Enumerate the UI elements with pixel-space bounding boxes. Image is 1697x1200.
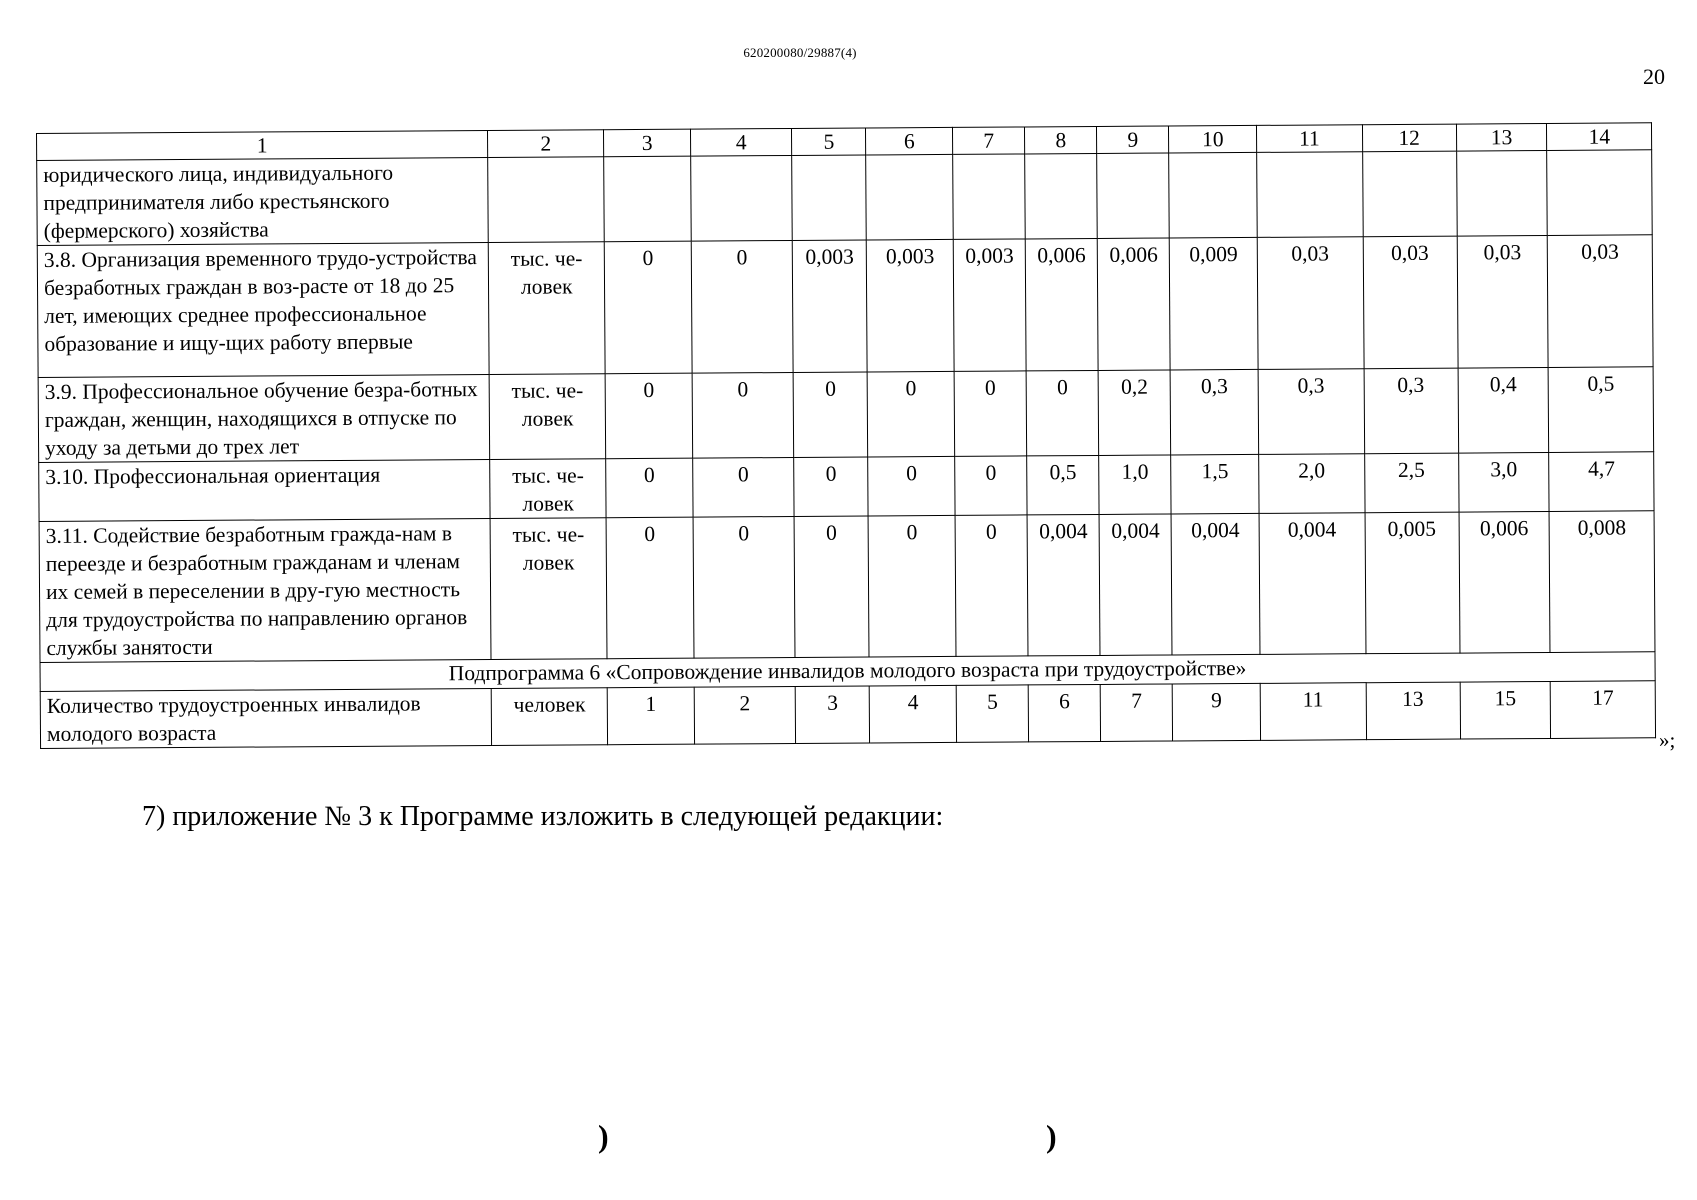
value-cell: 0,03	[1457, 235, 1549, 368]
value-cell	[1169, 152, 1257, 238]
value-cell: 1	[607, 687, 694, 745]
indicator-name-cell: юридического лица, индивидуального предпринимателя либо крестьянского (фермерского) хозяйства	[37, 158, 489, 246]
value-cell: 0,3	[1258, 369, 1364, 455]
value-cell: 3	[795, 686, 870, 743]
value-cell	[604, 156, 691, 242]
value-cell: 0	[793, 372, 868, 457]
value-cell: 0,009	[1170, 237, 1259, 370]
column-number-cell: 11	[1257, 125, 1363, 153]
value-cell: 0	[868, 456, 955, 516]
column-number-cell: 6	[866, 127, 953, 155]
value-cell: 11	[1260, 683, 1366, 741]
unit-cell	[488, 157, 605, 243]
column-number-cell: 4	[690, 128, 792, 156]
column-number-cell: 3	[604, 129, 691, 157]
value-cell: 0,03	[1363, 236, 1458, 369]
value-cell: 0,005	[1365, 512, 1460, 654]
value-cell	[1362, 151, 1457, 237]
subprogram-title: Подпрограмма 6 «Сопровождение инвалидов молодого возраста при трудоустройстве»	[40, 652, 1655, 692]
value-cell: 0,03	[1548, 235, 1653, 368]
value-cell: 0,004	[1259, 513, 1365, 655]
value-cell: 0	[691, 240, 793, 373]
column-number-cell: 1	[37, 131, 488, 161]
value-cell	[1097, 153, 1170, 238]
value-cell: 0	[693, 457, 795, 517]
closing-quote-mark: »;	[1659, 728, 1676, 752]
value-cell: 4,7	[1549, 452, 1654, 512]
value-cell: 0,3	[1170, 369, 1258, 455]
value-cell: 0,006	[1459, 511, 1551, 653]
table-row	[37, 150, 1653, 246]
value-cell: 0,2	[1098, 370, 1171, 455]
value-cell: 9	[1173, 683, 1261, 741]
indicator-name-cell: 3.9. Профессиональное обучение безра-ботных граждан, женщин, находящихся в отпуске по уходу за детьми до трех лет	[38, 374, 490, 462]
value-cell: 0	[794, 457, 869, 516]
value-cell: 0,5	[1549, 367, 1654, 453]
value-cell: 6	[1028, 684, 1100, 741]
value-cell: 0	[1026, 370, 1099, 455]
instruction-paragraph: 7) приложение № 3 к Программе изложить в следующей редакции:	[142, 801, 944, 832]
value-cell: 0	[868, 371, 955, 457]
table-row	[37, 235, 1653, 378]
value-cell	[953, 154, 1026, 239]
value-cell: 0,004	[1171, 513, 1260, 655]
value-cell: 1,5	[1171, 454, 1259, 514]
value-cell: 0	[955, 515, 1028, 656]
indicator-name-cell: 3.8. Организация временного трудо-устройства безработных граждан в воз-расте от 18 до 25 лет, имеющих среднее профессиональное образование и ищу-щих работу впервые	[37, 243, 489, 378]
column-number-cell: 14	[1547, 123, 1652, 151]
value-cell: 13	[1366, 682, 1460, 740]
value-cell: 2,0	[1259, 454, 1365, 514]
value-cell: 1,0	[1099, 455, 1171, 514]
table-row	[40, 681, 1655, 749]
value-cell	[691, 155, 793, 241]
value-cell: 0	[693, 516, 795, 658]
value-cell: 0	[604, 241, 692, 374]
indicator-name-cell: Количество трудоустроенных инвалидов молодого возраста	[40, 688, 492, 748]
column-number-cell: 8	[1025, 126, 1097, 153]
unit-cell: тыс. че-ловек	[489, 374, 606, 460]
value-cell: 3,0	[1458, 452, 1549, 512]
value-cell	[1456, 150, 1547, 236]
value-cell: 5	[956, 685, 1028, 742]
unit-cell: тыс. че-ловек	[490, 459, 606, 519]
unit-cell: тыс. че-ловек	[489, 242, 606, 375]
value-cell: 17	[1551, 681, 1656, 739]
value-cell: 0	[955, 456, 1027, 515]
column-number-cell: 2	[488, 130, 604, 158]
scan-artifact-mark: )	[598, 1118, 609, 1154]
value-cell	[792, 155, 867, 240]
indicators-table-container	[36, 122, 1656, 749]
value-cell: 0	[794, 516, 869, 657]
value-cell: 0,03	[1257, 237, 1363, 370]
column-number-cell: 12	[1362, 124, 1456, 152]
column-number-cell: 7	[953, 127, 1025, 154]
value-cell: 0	[606, 517, 694, 659]
value-cell: 15	[1460, 681, 1551, 739]
value-cell: 0,3	[1364, 368, 1459, 454]
document-code: 620200080/29887(4)	[743, 45, 857, 60]
value-cell: 0	[868, 515, 956, 657]
value-cell: 0,006	[1025, 238, 1098, 370]
value-cell: 0	[954, 371, 1027, 456]
value-cell	[1257, 152, 1363, 238]
value-cell	[866, 154, 953, 240]
value-cell: 4	[870, 685, 957, 743]
column-number-cell: 5	[792, 128, 866, 155]
column-number-cell: 10	[1169, 125, 1257, 153]
indicators-table	[36, 122, 1656, 749]
value-cell: 0,4	[1458, 367, 1549, 453]
value-cell: 2	[694, 686, 796, 744]
value-cell: 2,5	[1364, 453, 1458, 513]
scan-artifact-mark: )	[1046, 1118, 1057, 1154]
table-row	[39, 452, 1654, 522]
column-number-cell: 9	[1097, 126, 1169, 153]
page-number: 20	[1643, 64, 1665, 89]
value-cell: 0,006	[1097, 238, 1170, 370]
value-cell: 0	[605, 373, 692, 459]
value-cell: 0	[692, 372, 794, 458]
column-number-cell: 13	[1456, 123, 1547, 151]
indicator-name-cell: 3.10. Профессиональная ориентация	[39, 459, 491, 521]
value-cell: 0,004	[1027, 514, 1100, 655]
table-row	[38, 367, 1654, 463]
value-cell	[1547, 150, 1652, 236]
value-cell: 0,003	[867, 239, 955, 372]
unit-cell: тыс. че-ловек	[490, 518, 607, 660]
indicator-name-cell: 3.11. Содействие безработным гражда-нам в переезде и безработным гражданам и членам их семей в переселении в дру-гую местность для трудоустройства по направлению органов службы занятости	[39, 518, 491, 662]
value-cell	[1025, 153, 1098, 238]
value-cell: 7	[1100, 684, 1172, 741]
table-row	[39, 511, 1655, 663]
value-cell: 0,003	[792, 240, 867, 372]
value-cell: 0,5	[1027, 455, 1099, 514]
value-cell: 0,003	[953, 239, 1026, 371]
value-cell: 0	[606, 458, 693, 518]
unit-cell: человек	[491, 688, 607, 746]
value-cell: 0,004	[1099, 514, 1172, 655]
value-cell: 0,008	[1550, 511, 1655, 653]
